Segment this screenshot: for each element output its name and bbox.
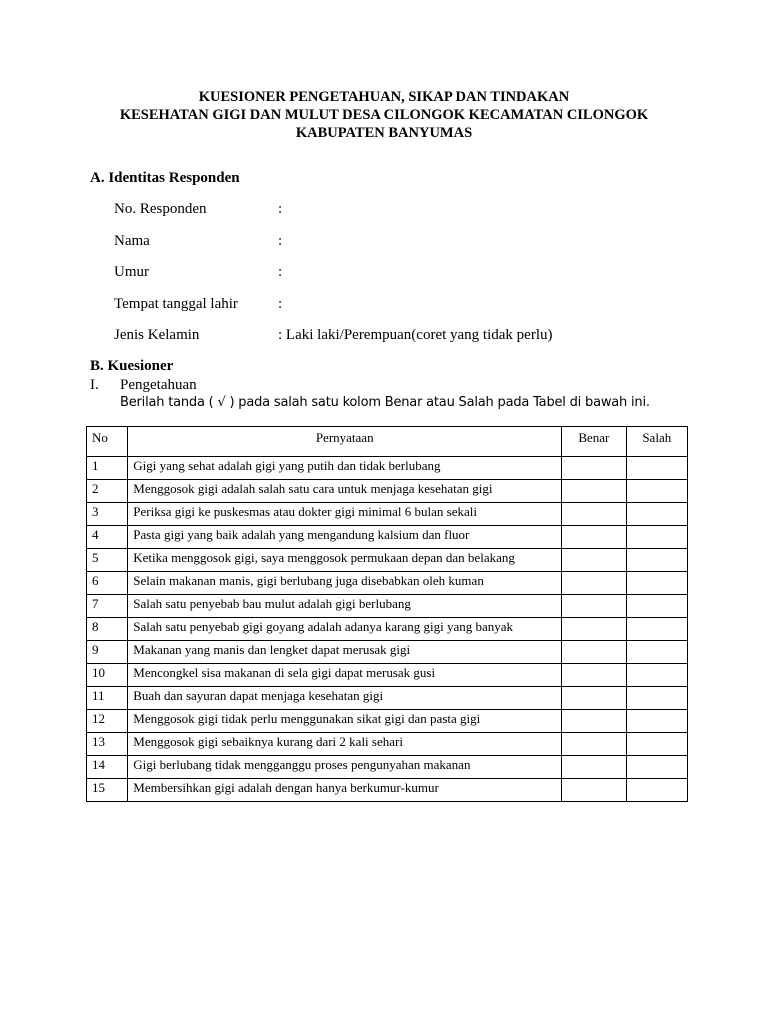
answer-false-cell[interactable]	[626, 733, 687, 756]
field-value-nama: :	[278, 233, 283, 249]
field-value-jenis-kelamin: : Laki laki/Perempuan(coret yang tidak perlu)	[278, 327, 553, 343]
answer-false-cell[interactable]	[626, 779, 687, 802]
table-row	[87, 549, 688, 572]
section-a-title: A. Identitas Responden	[90, 170, 240, 186]
table-row	[87, 480, 688, 503]
row-statement: Mencongkel sisa makanan di sela gigi dapat merusak gusi	[128, 664, 562, 687]
answer-false-cell[interactable]	[626, 549, 687, 572]
answer-true-cell[interactable]	[562, 664, 626, 687]
answer-false-cell[interactable]	[626, 503, 687, 526]
answer-false-cell[interactable]	[626, 618, 687, 641]
answer-true-cell[interactable]	[562, 710, 626, 733]
table-row	[87, 595, 688, 618]
row-number: 11	[87, 687, 128, 710]
table-row	[87, 457, 688, 480]
row-number: 6	[87, 572, 128, 595]
field-label-ttl: Tempat tanggal lahir	[114, 296, 238, 312]
answer-true-cell[interactable]	[562, 480, 626, 503]
field-label-no-responden: No. Responden	[114, 201, 207, 217]
row-statement: Salah satu penyebab bau mulut adalah gigi berlubang	[128, 595, 562, 618]
row-number: 13	[87, 733, 128, 756]
table-row	[87, 710, 688, 733]
table-header-row	[87, 427, 688, 457]
row-number: 10	[87, 664, 128, 687]
row-statement: Menggosok gigi tidak perlu menggunakan sikat gigi dan pasta gigi	[128, 710, 562, 733]
answer-true-cell[interactable]	[562, 457, 626, 480]
answer-false-cell[interactable]	[626, 687, 687, 710]
row-number: 2	[87, 480, 128, 503]
answer-true-cell[interactable]	[562, 687, 626, 710]
header-false: Salah	[626, 427, 687, 457]
subsection-title: Pengetahuan	[120, 377, 197, 393]
row-number: 3	[87, 503, 128, 526]
instruction-text: Berilah tanda ( √ ) pada salah satu kolom Benar atau Salah pada Tabel di bawah ini.	[120, 395, 650, 410]
answer-true-cell[interactable]	[562, 641, 626, 664]
row-statement: Salah satu penyebab gigi goyang adalah adanya karang gigi yang banyak	[128, 618, 562, 641]
answer-false-cell[interactable]	[626, 641, 687, 664]
answer-false-cell[interactable]	[626, 480, 687, 503]
answer-false-cell[interactable]	[626, 457, 687, 480]
answer-true-cell[interactable]	[562, 756, 626, 779]
answer-true-cell[interactable]	[562, 526, 626, 549]
row-number: 14	[87, 756, 128, 779]
field-value-no-responden: :	[278, 201, 283, 217]
row-number: 1	[87, 457, 128, 480]
doc-title-line-1: KUESIONER PENGETAHUAN, SIKAP DAN TINDAKAN	[198, 89, 570, 105]
subsection-number: I.	[90, 377, 99, 393]
field-label-nama: Nama	[114, 233, 150, 249]
field-label-jenis-kelamin: Jenis Kelamin	[114, 327, 200, 343]
row-number: 9	[87, 641, 128, 664]
answer-true-cell[interactable]	[562, 503, 626, 526]
header-true: Benar	[562, 427, 626, 457]
answer-false-cell[interactable]	[626, 710, 687, 733]
header-no: No	[87, 427, 128, 457]
row-statement: Selain makanan manis, gigi berlubang juga disebabkan oleh kuman	[128, 572, 562, 595]
questionnaire-table	[86, 426, 688, 802]
row-statement: Gigi yang sehat adalah gigi yang putih dan tidak berlubang	[128, 457, 562, 480]
answer-false-cell[interactable]	[626, 664, 687, 687]
row-number: 5	[87, 549, 128, 572]
doc-title-line-2: KESEHATAN GIGI DAN MULUT DESA CILONGOK KECAMATAN CILONGOK	[119, 107, 649, 123]
table-row	[87, 756, 688, 779]
row-statement: Gigi berlubang tidak mengganggu proses pengunyahan makanan	[128, 756, 562, 779]
table-row	[87, 641, 688, 664]
field-value-ttl: :	[278, 296, 283, 312]
answer-true-cell[interactable]	[562, 595, 626, 618]
answer-false-cell[interactable]	[626, 526, 687, 549]
field-label-umur: Umur	[114, 264, 149, 280]
table-row	[87, 687, 688, 710]
row-statement: Periksa gigi ke puskesmas atau dokter gigi minimal 6 bulan sekali	[128, 503, 562, 526]
table-row	[87, 503, 688, 526]
row-statement: Membersihkan gigi adalah dengan hanya berkumur-kumur	[128, 779, 562, 802]
row-number: 15	[87, 779, 128, 802]
row-statement: Makanan yang manis dan lengket dapat merusak gigi	[128, 641, 562, 664]
row-number: 8	[87, 618, 128, 641]
row-statement: Menggosok gigi adalah salah satu cara untuk menjaga kesehatan gigi	[128, 480, 562, 503]
row-statement: Pasta gigi yang baik adalah yang mengandung kalsium dan fluor	[128, 526, 562, 549]
answer-true-cell[interactable]	[562, 618, 626, 641]
row-statement: Buah dan sayuran dapat menjaga kesehatan gigi	[128, 687, 562, 710]
answer-false-cell[interactable]	[626, 595, 687, 618]
table-row	[87, 664, 688, 687]
answer-true-cell[interactable]	[562, 549, 626, 572]
row-statement: Ketika menggosok gigi, saya menggosok permukaan depan dan belakang	[128, 549, 562, 572]
table-row	[87, 526, 688, 549]
answer-false-cell[interactable]	[626, 572, 687, 595]
row-statement: Menggosok gigi sebaiknya kurang dari 2 kali sehari	[128, 733, 562, 756]
table-row	[87, 618, 688, 641]
answer-true-cell[interactable]	[562, 572, 626, 595]
doc-title-line-3: KABUPATEN BANYUMAS	[295, 125, 473, 141]
answer-false-cell[interactable]	[626, 756, 687, 779]
field-value-umur: :	[278, 264, 283, 280]
table-row	[87, 572, 688, 595]
row-number: 7	[87, 595, 128, 618]
answer-true-cell[interactable]	[562, 733, 626, 756]
table-row	[87, 779, 688, 802]
row-number: 12	[87, 710, 128, 733]
answer-true-cell[interactable]	[562, 779, 626, 802]
section-b-title: B. Kuesioner	[90, 358, 174, 374]
header-statement: Pernyataan	[128, 427, 562, 457]
row-number: 4	[87, 526, 128, 549]
table-row	[87, 733, 688, 756]
